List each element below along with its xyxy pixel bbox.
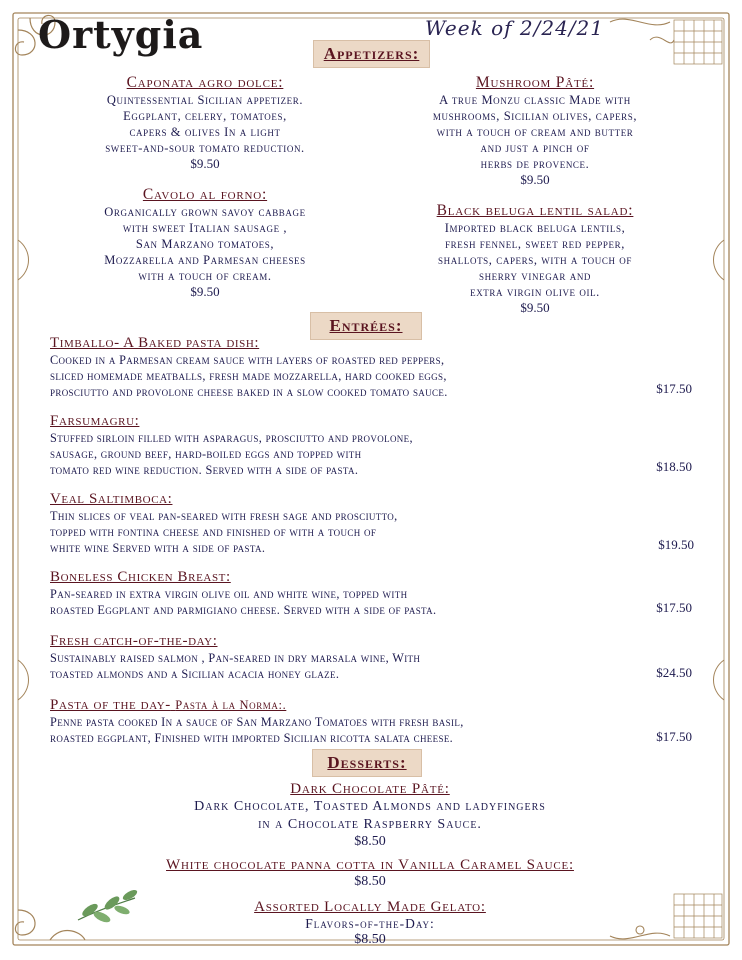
appetizer-desc-line: Eggplant, celery, tomatoes, — [123, 109, 287, 123]
appetizer-item — [375, 202, 695, 316]
appetizer-desc-line: Quintessential Sicilian appetizer. — [106, 93, 304, 107]
appetizer-desc-line: mushrooms, Sicilian olives, capers, — [432, 109, 638, 123]
entree-title: Veal Saltimboca: — [50, 491, 173, 507]
appetizer-price: $9.50 — [190, 284, 220, 299]
dessert-title: White chocolate panna cotta in Vanilla Caramel Sauce: — [166, 857, 574, 873]
entree-desc-line: white wine Served with a side of pasta. — [50, 541, 266, 555]
entree-price: $24.50 — [656, 665, 692, 680]
entree-price: $17.50 — [656, 729, 692, 744]
dessert-price: $8.50 — [354, 874, 386, 889]
appetizer-desc-line: extra virgin olive oil. — [470, 285, 600, 299]
dessert-title: Assorted Locally Made Gelato: — [254, 899, 486, 915]
dessert-title: Dark Chocolate Pâté: — [290, 781, 450, 797]
appetizer-item — [40, 186, 370, 300]
entree-price: $19.50 — [658, 537, 694, 552]
entree-desc-line: toasted almonds and a Sicilian acacia honey glaze. — [50, 667, 340, 681]
dessert-desc-line: in a Chocolate Raspberry Sauce. — [258, 817, 482, 832]
entree-desc-line: roasted eggplant, Finished with imported Sicilian ricotta salata cheese. — [50, 731, 454, 745]
entree-item — [50, 568, 650, 618]
entree-title — [50, 696, 650, 714]
appetizer-desc-line: shallots, capers, with a touch of — [437, 253, 633, 267]
entree-desc-line: Cooked in a Parmesan cream sauce with layers of roasted red peppers, — [50, 353, 445, 367]
appetizer-desc-line: A true Monzu classic Made with — [439, 93, 631, 107]
entree-item — [50, 490, 650, 556]
entree-desc-line: sliced homemade meatballs, fresh made mozzarella, hard cooked eggs, — [50, 369, 447, 383]
entree-item — [50, 334, 650, 400]
dessert-price: $8.50 — [354, 932, 386, 947]
appetizer-title: Mushroom Pâté: — [475, 74, 595, 91]
entree-desc-line: tomato red wine reduction. Served with a side of pasta. — [50, 463, 359, 477]
appetizer-item — [40, 74, 370, 172]
appetizer-title: Black beluga lentil salad: — [436, 202, 634, 219]
appetizer-desc-line: capers & olives In a light — [129, 125, 281, 139]
appetizer-desc-line: San Marzano tomatoes, — [135, 237, 275, 251]
appetizer-desc-line: sherry vinegar and — [478, 269, 592, 283]
appetizer-desc-line: fresh fennel, sweet red pepper, — [445, 237, 625, 251]
entree-title: Timballo- A Baked pasta dish: — [50, 335, 260, 351]
appetizer-desc-line: sweet-and-sour tomato reduction. — [105, 141, 305, 155]
entree-desc-line: Penne pasta cooked In a sauce of San Marzano Tomatoes with fresh basil, — [50, 715, 464, 729]
dessert-item — [60, 856, 680, 890]
entree-desc-line: prosciutto and provolone cheese baked in a slow cooked tomato sauce. — [50, 385, 448, 399]
entree-title: Fresh catch-of-the-day: — [50, 633, 218, 649]
appetizer-price: $9.50 — [190, 156, 220, 171]
entree-desc-line: Stuffed sirloin filled with asparagus, prosciutto and provolone, — [50, 431, 413, 445]
appetizer-title: Caponata agro dolce: — [126, 74, 284, 91]
entree-title-sub: Pasta à la Norma:. — [175, 698, 287, 712]
appetizer-desc-line: with a touch of cream and butter — [436, 125, 634, 139]
dessert-item — [60, 898, 680, 948]
section-appetizers: Appetizers: — [313, 40, 430, 68]
entree-desc-line: Thin slices of veal pan-seared with fresh sage and prosciutto, — [50, 509, 398, 523]
entree-price: $18.50 — [656, 459, 692, 474]
appetizer-price: $9.50 — [520, 300, 550, 315]
restaurant-logo: Ortygia — [38, 12, 204, 57]
entree-title-main: Pasta of the day- — [50, 697, 171, 713]
appetizer-desc-line: herbs de provence. — [480, 157, 590, 171]
dessert-item — [60, 780, 680, 850]
entree-desc-line: Sustainably raised salmon , Pan-seared in dry marsala wine, With — [50, 651, 421, 665]
entree-title: Farsumagru: — [50, 413, 140, 429]
section-desserts: Desserts: — [312, 749, 422, 777]
appetizer-desc-line: with a touch of cream. — [138, 269, 272, 283]
entree-desc-line: roasted Eggplant and parmigiano cheese. Served with a side of pasta. — [50, 603, 437, 617]
section-entrees: Entrées: — [310, 312, 422, 340]
dessert-desc-line: Flavors-of-the-Day: — [305, 916, 435, 931]
appetizer-desc-line: with sweet Italian sausage , — [122, 221, 288, 235]
appetizer-title: Cavolo al forno: — [142, 186, 268, 203]
dessert-desc-line: Dark Chocolate, Toasted Almonds and ladyfingers — [194, 799, 546, 814]
entree-title: Boneless Chicken Breast: — [50, 569, 231, 585]
appetizer-item — [375, 74, 695, 188]
entree-desc-line: Pan-seared in extra virgin olive oil and white wine, topped with — [50, 587, 408, 601]
week-date: Week of 2/24/21 — [425, 16, 604, 40]
appetizer-desc-line: Imported black beluga lentils, — [444, 221, 626, 235]
entree-item — [50, 696, 650, 746]
entree-item — [50, 412, 650, 478]
appetizer-desc-line: Organically grown savoy cabbage — [104, 205, 306, 219]
entree-desc-line: sausage, ground beef, hard-boiled eggs and topped with — [50, 447, 362, 461]
appetizer-desc-line: and just a pinch of — [480, 141, 590, 155]
dessert-price: $8.50 — [354, 834, 386, 849]
entree-price: $17.50 — [656, 381, 692, 396]
entree-item — [50, 632, 650, 682]
appetizer-desc-line: Mozzarella and Parmesan cheeses — [104, 253, 306, 267]
appetizer-price: $9.50 — [520, 172, 550, 187]
entree-price: $17.50 — [656, 600, 692, 615]
entree-desc-line: topped with fontina cheese and finished of with a touch of — [50, 525, 377, 539]
